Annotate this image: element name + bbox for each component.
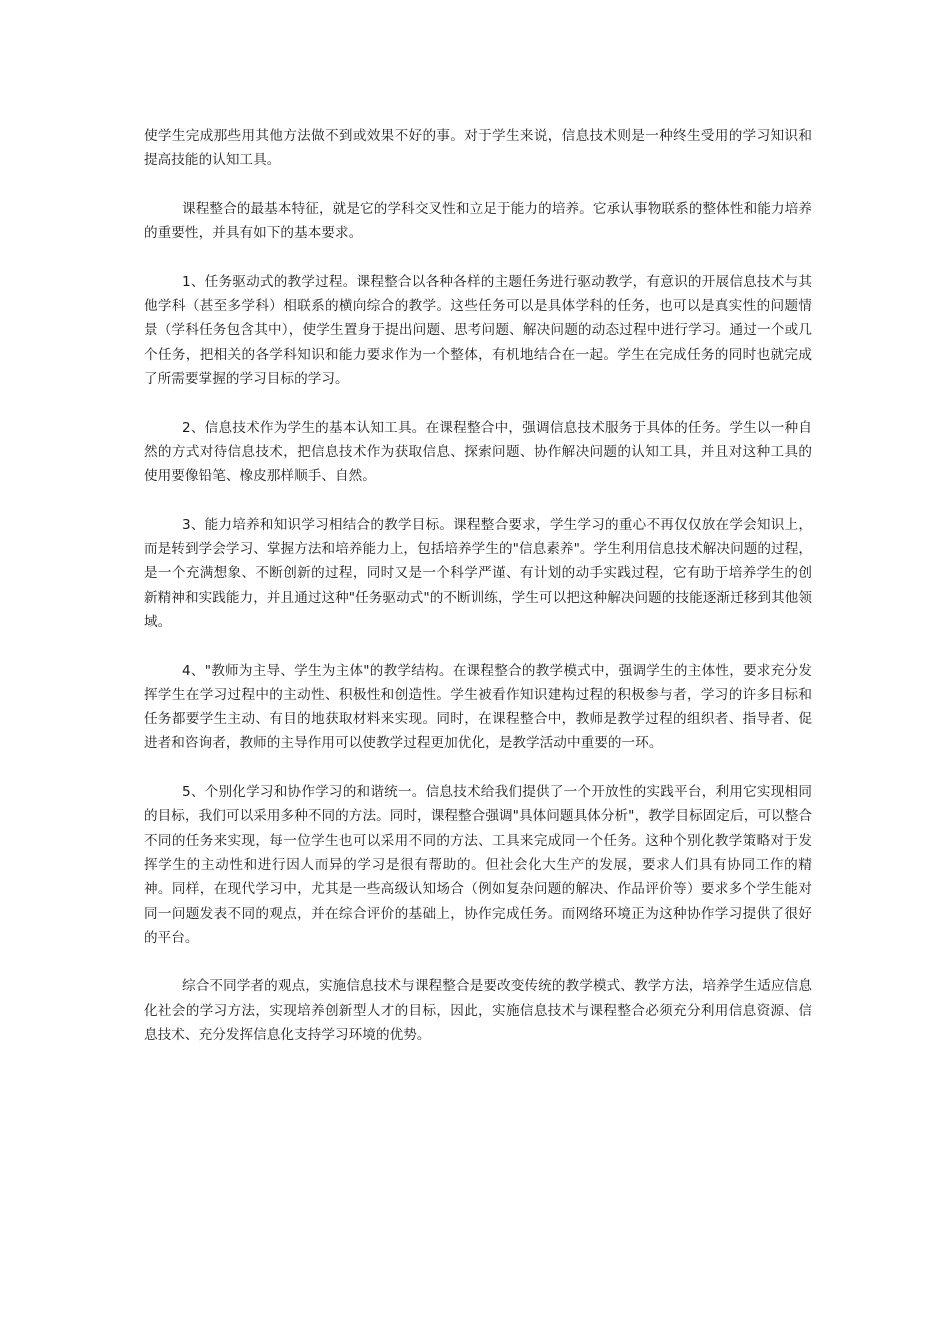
document-body [144, 124, 812, 1072]
paragraph-requirement-4: 4、"教师为主导、学生为主体"的教学结构。在课程整合的教学模式中，强调学生的主体性，要求充分发挥学生在学习过程中的主动性、积极性和创造性。学生被看作知识建构过程的积极参与者，学习的许多目标和任务都要学生主动、有目的地获取材料来实现。同时，在课程整合中，教师是教学过程的组织者、指导者、促进者和咨询者，教师的主导作用可以使教学过程更加优化，是教学活动中重要的一环。 [144, 662, 812, 752]
paragraph-continuation: 使学生完成那些用其他方法做不到或效果不好的事。对于学生来说，信息技术则是一种终生受用的学习知识和提高技能的认知工具。 [144, 128, 812, 169]
paragraph-requirement-3: 3、能力培养和知识学习相结合的教学目标。课程整合要求，学生学习的重心不再仅仅放在学会知识上，而是转到学会学习、掌握方法和培养能力上，包括培养学生的"信息素养"。学生利用信息技术解决问题的过程，是一个充满想象、不断创新的过程，同时又是一个科学严谨、有计划的动手实践过程，它有助于培养学生的创新精神和实践能力，并且通过这种"任务驱动式"的不断训练，学生可以把这种解决问题的技能逐渐迁移到其他领域。 [144, 516, 812, 630]
paragraph-requirement-2: 2、信息技术作为学生的基本认知工具。在课程整合中，强调信息技术服务于具体的任务。学生以一种自然的方式对待信息技术，把信息技术作为获取信息、探索问题、协作解决问题的认知工具，并且对这种工具的使用要像铅笔、橡皮那样顺手、自然。 [144, 419, 812, 485]
paragraph-requirement-1: 1、任务驱动式的教学过程。课程整合以各种各样的主题任务进行驱动教学，有意识的开展信息技术与其他学科（甚至多学科）相联系的横向综合的教学。这些任务可以是具体学科的任务，也可以是真实性的问题情景（学科任务包含其中），使学生置身于提出问题、思考问题、解决问题的动态过程中进行学习。通过一个或几个任务，把相关的各学科知识和能力要求作为一个整体，有机地结合在一起。学生在完成任务的同时也就完成了所需要掌握的学习目标的学习。 [144, 273, 812, 387]
paragraph-conclusion: 综合不同学者的观点，实施信息技术与课程整合是要改变传统的教学模式、教学方法，培养学生适应信息化社会的学习方法，实现培养创新型人才的目标，因此，实施信息技术与课程整合必须充分利用信息资源、信息技术、充分发挥信息化支持学习环境的优势。 [144, 978, 812, 1043]
paragraph-intro: 课程整合的最基本特征，就是它的学科交叉性和立足于能力的培养。它承认事物联系的整体性和能力培养的重要性，并具有如下的基本要求。 [144, 200, 812, 242]
paragraph-requirement-5: 5、个别化学习和协作学习的和谐统一。信息技术给我们提供了一个开放性的实践平台，利用它实现相同的目标，我们可以采用多种不同的方法。同时，课程整合强调"具体问题具体分析"，教学目标固定后，可以整合不同的任务来实现，每一位学生也可以采用不同的方法、工具来完成同一个任务。这种个别化教学策略对于发挥学生的主动性和进行因人而异的学习是很有帮助的。但社会化大生产的发展，要求人们具有协同工作的精神。同样，在现代学习中，尤其是一些高级认知场合（例如复杂问题的解决、作品评价等）要求多个学生能对同一问题发表不同的观点，并在综合评价的基础上，协作完成任务。而网络环境正为这种协作学习提供了很好的平台。 [144, 784, 812, 946]
